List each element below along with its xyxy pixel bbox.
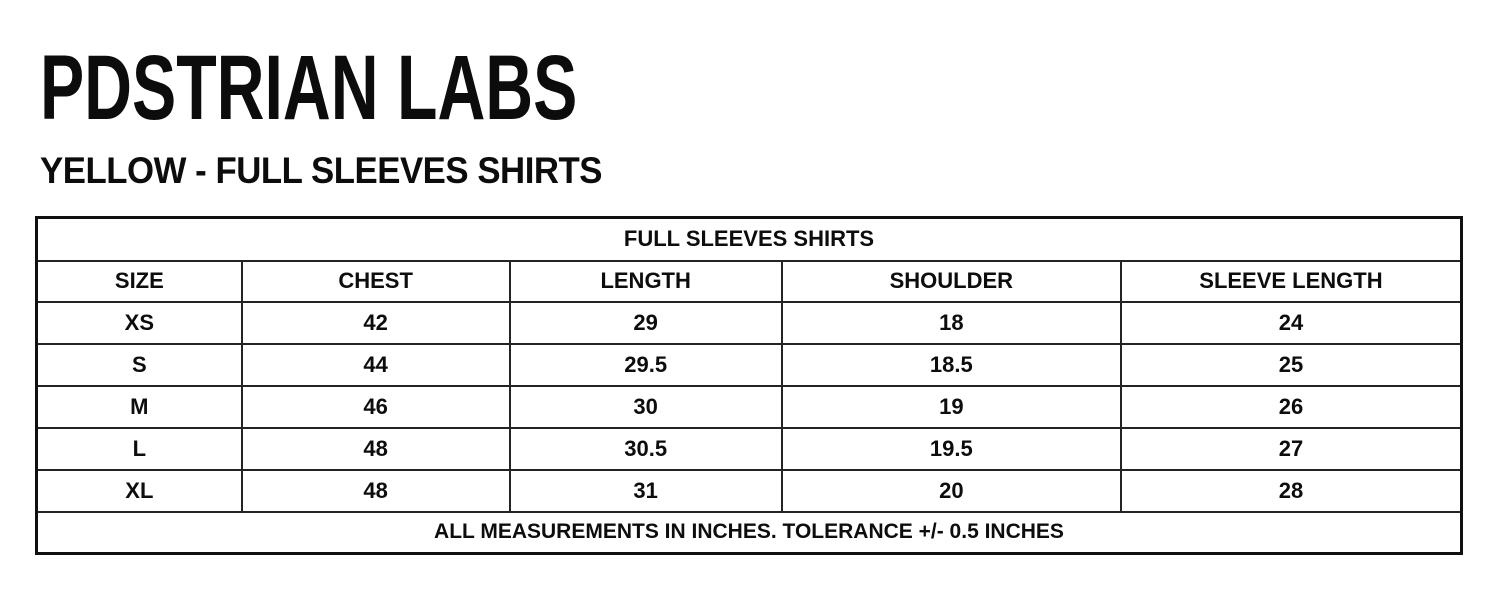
page-subtitle: YELLOW - FULL SLEEVES SHIRTS [40, 150, 603, 191]
shoulder-cell: 18.5 [782, 344, 1121, 386]
shoulder-cell: 19 [782, 386, 1121, 428]
table-title-row [37, 218, 1462, 261]
shoulder-cell: 19.5 [782, 428, 1121, 470]
sleeve-length-cell: 25 [1121, 344, 1462, 386]
chest-cell: 44 [242, 344, 510, 386]
column-header-size: SIZE [37, 261, 242, 302]
chest-cell: 46 [242, 386, 510, 428]
table-row [37, 428, 1462, 470]
table-header-row [37, 261, 1462, 302]
table-title: FULL SLEEVES SHIRTS [37, 218, 1462, 261]
length-cell: 30 [510, 386, 782, 428]
size-cell: L [37, 428, 242, 470]
column-header-shoulder: SHOULDER [782, 261, 1121, 302]
shoulder-cell: 18 [782, 302, 1121, 344]
page-header [40, 37, 786, 192]
size-cell: XS [37, 302, 242, 344]
table-row [37, 386, 1462, 428]
sleeve-length-cell: 27 [1121, 428, 1462, 470]
brand-title: PDSTRIAN LABS [40, 37, 578, 139]
sleeve-length-cell: 28 [1121, 470, 1462, 512]
sleeve-length-cell: 26 [1121, 386, 1462, 428]
chest-cell: 42 [242, 302, 510, 344]
column-header-chest: CHEST [242, 261, 510, 302]
length-cell: 29 [510, 302, 782, 344]
table-row [37, 344, 1462, 386]
length-cell: 30.5 [510, 428, 782, 470]
column-header-length: LENGTH [510, 261, 782, 302]
length-cell: 29.5 [510, 344, 782, 386]
sleeve-length-cell: 24 [1121, 302, 1462, 344]
size-cell: XL [37, 470, 242, 512]
chest-cell: 48 [242, 428, 510, 470]
size-cell: M [37, 386, 242, 428]
shoulder-cell: 20 [782, 470, 1121, 512]
table-row [37, 302, 1462, 344]
table-footer-row [37, 512, 1462, 554]
chest-cell: 48 [242, 470, 510, 512]
length-cell: 31 [510, 470, 782, 512]
column-header-sleeve-length: SLEEVE LENGTH [1121, 261, 1462, 302]
size-cell: S [37, 344, 242, 386]
table-row [37, 470, 1462, 512]
measurement-note: ALL MEASUREMENTS IN INCHES. TOLERANCE +/- 0.5 INCHES [37, 512, 1462, 554]
size-chart-table [35, 216, 1463, 555]
